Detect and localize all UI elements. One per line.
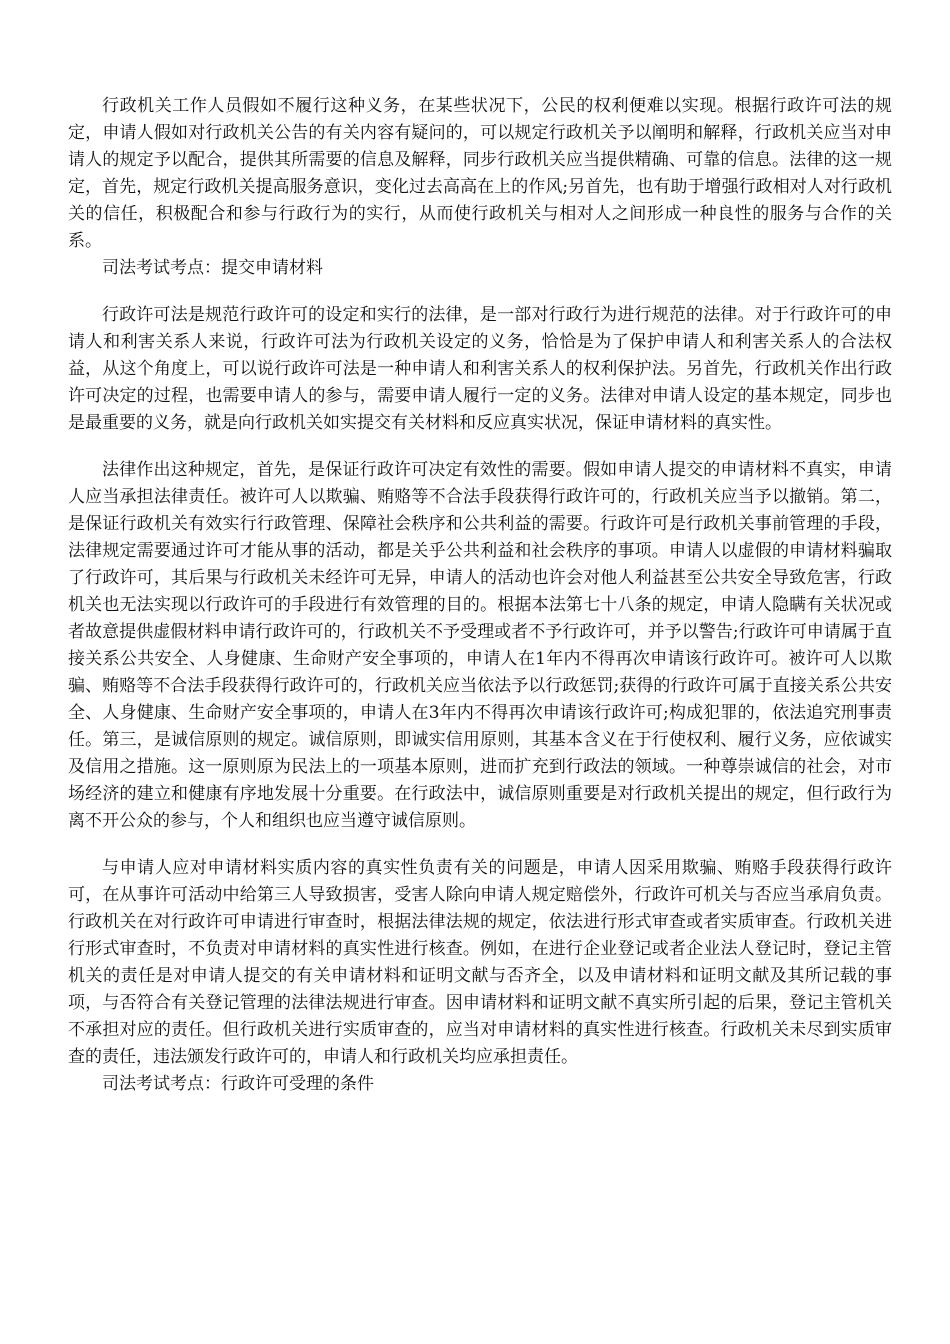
paragraph-review-responsibility: 与申请人应对申请材料实质内容的真实性负责有关的问题是，申请人因采用欺骗、贿赂手段获得行政许可，在从事许可活动中给第三人导致损害，受害人除向申请人规定赔偿外，行政许可机关与否应当承肩负责。行政机关在对行政许可申请进行审查时，根据法律法规的规定，依法进行形式审查或者实质审查。行政机关进行形式审查时，不负责对申请材料的真实性进行核查。例如，在进行企业登记或者企业法人登记时，登记主管机关的责任是对申请人提交的有关申请材料和证明文献与否齐全，以及申请材料和证明文献及其所记载的事项，与否符合有关登记管理的法律法规进行审查。因申请材料和证明文献不真实所引起的后果，登记主管机关不承担对应的责任。但行政机关进行实质审查的，应当对申请材料的真实性进行核查。行政机关未尽到实质审查的责任，违法颁发行政许可的，申请人和行政机关均应承担责任。 [68,858,892,1067]
paragraph-obligation-info: 行政机关工作人员假如不履行这种义务，在某些状况下，公民的权利便难以实现。根据行政许可法的规定，申请人假如对行政机关公告的有关内容有疑问的，可以规定行政机关予以阐明和解释，行政机关应当对申请人的规定予以配合，提供其所需要的信息及解释，同步行政机关应当提供精确、可靠的信息。法律的这一规定，首先，规定行政机关提高服务意识，变化过去高高在上的作风;另首先，也有助于增强行政相对人对行政机关的信任，积极配合和参与行政行为的实行，从而使行政机关与相对人之间形成一种良性的服务与合作的关系。 [68,96,892,251]
section-heading-acceptance-conditions: 司法考试考点：行政许可受理的条件 [102,1074,374,1094]
section-heading-submit-materials: 司法考试考点：提交申请材料 [102,258,323,278]
document-page [68,93,892,1098]
paragraph-legal-reasons: 法律作出这种规定，首先，是保证行政许可决定有效性的需要。假如申请人提交的申请材料不真实，申请人应当承担法律责任。被许可人以欺骗、贿赂等不合法手段获得行政许可的，行政机关应当予以撤销。第二，是保证行政机关有效实行行政管理、保障社会秩序和公共利益的需要。行政许可是行政机关事前管理的手段，法律规定需要通过许可才能从事的活动，都是关乎公共利益和社会秩序的事项。申请人以虚假的申请材料骗取了行政许可，其后果与行政机关未经许可无异，申请人的活动也许会对他人利益甚至公共安全导致危害，行政机关也无法实现以行政许可的手段进行有效管理的目的。根据本法第七十八条的规定，申请人隐瞒有关状况或者故意提供虚假材料申请行政许可的，行政机关不予受理或者不予行政许可，并予以警告;行政许可申请属于直接关系公共安全、人身健康、生命财产安全事项的，申请人在1年内不得再次申请该行政许可。被许可人以欺骗、贿赂等不合法手段获得行政许可的，行政机关应当依法予以行政惩罚;获得的行政许可属于直接关系公共安全、人身健康、生命财产安全事项的，申请人在3年内不得再次申请该行政许可;构成犯罪的，依法追究刑事责任。第三，是诚信原则的规定。诚信原则，即诚实信用原则，其基本含义在于行使权利、履行义务，应依诚实及信用之措施。这一原则原为民法上的一项基本原则，进而扩充到行政法的领域。一种尊崇诚信的社会，对市场经济的建立和健康有序地发展十分重要。在行政法中，诚信原则重要是对行政机关提出的规定，但行政行为离不开公众的参与，个人和组织也应当遵守诚信原则。 [68,460,892,831]
paragraph-licensing-law: 行政许可法是规范行政许可的设定和实行的法律，是一部对行政行为进行规范的法律。对于行政许可的申请人和利害关系人来说，行政许可法为行政机关设定的义务，恰恰是为了保护申请人和利害关系人的合法权益，从这个角度上，可以说行政许可法是一种申请人和利害关系人的权利保护法。另首先，行政机关作出行政许可决定的过程，也需要申请人的参与，需要申请人履行一定的义务。法律对申请人设定的基本规定，同步也是最重要的义务，就是向行政机关如实提交有关材料和反应真实状况，保证申请材料的真实性。 [68,305,892,433]
